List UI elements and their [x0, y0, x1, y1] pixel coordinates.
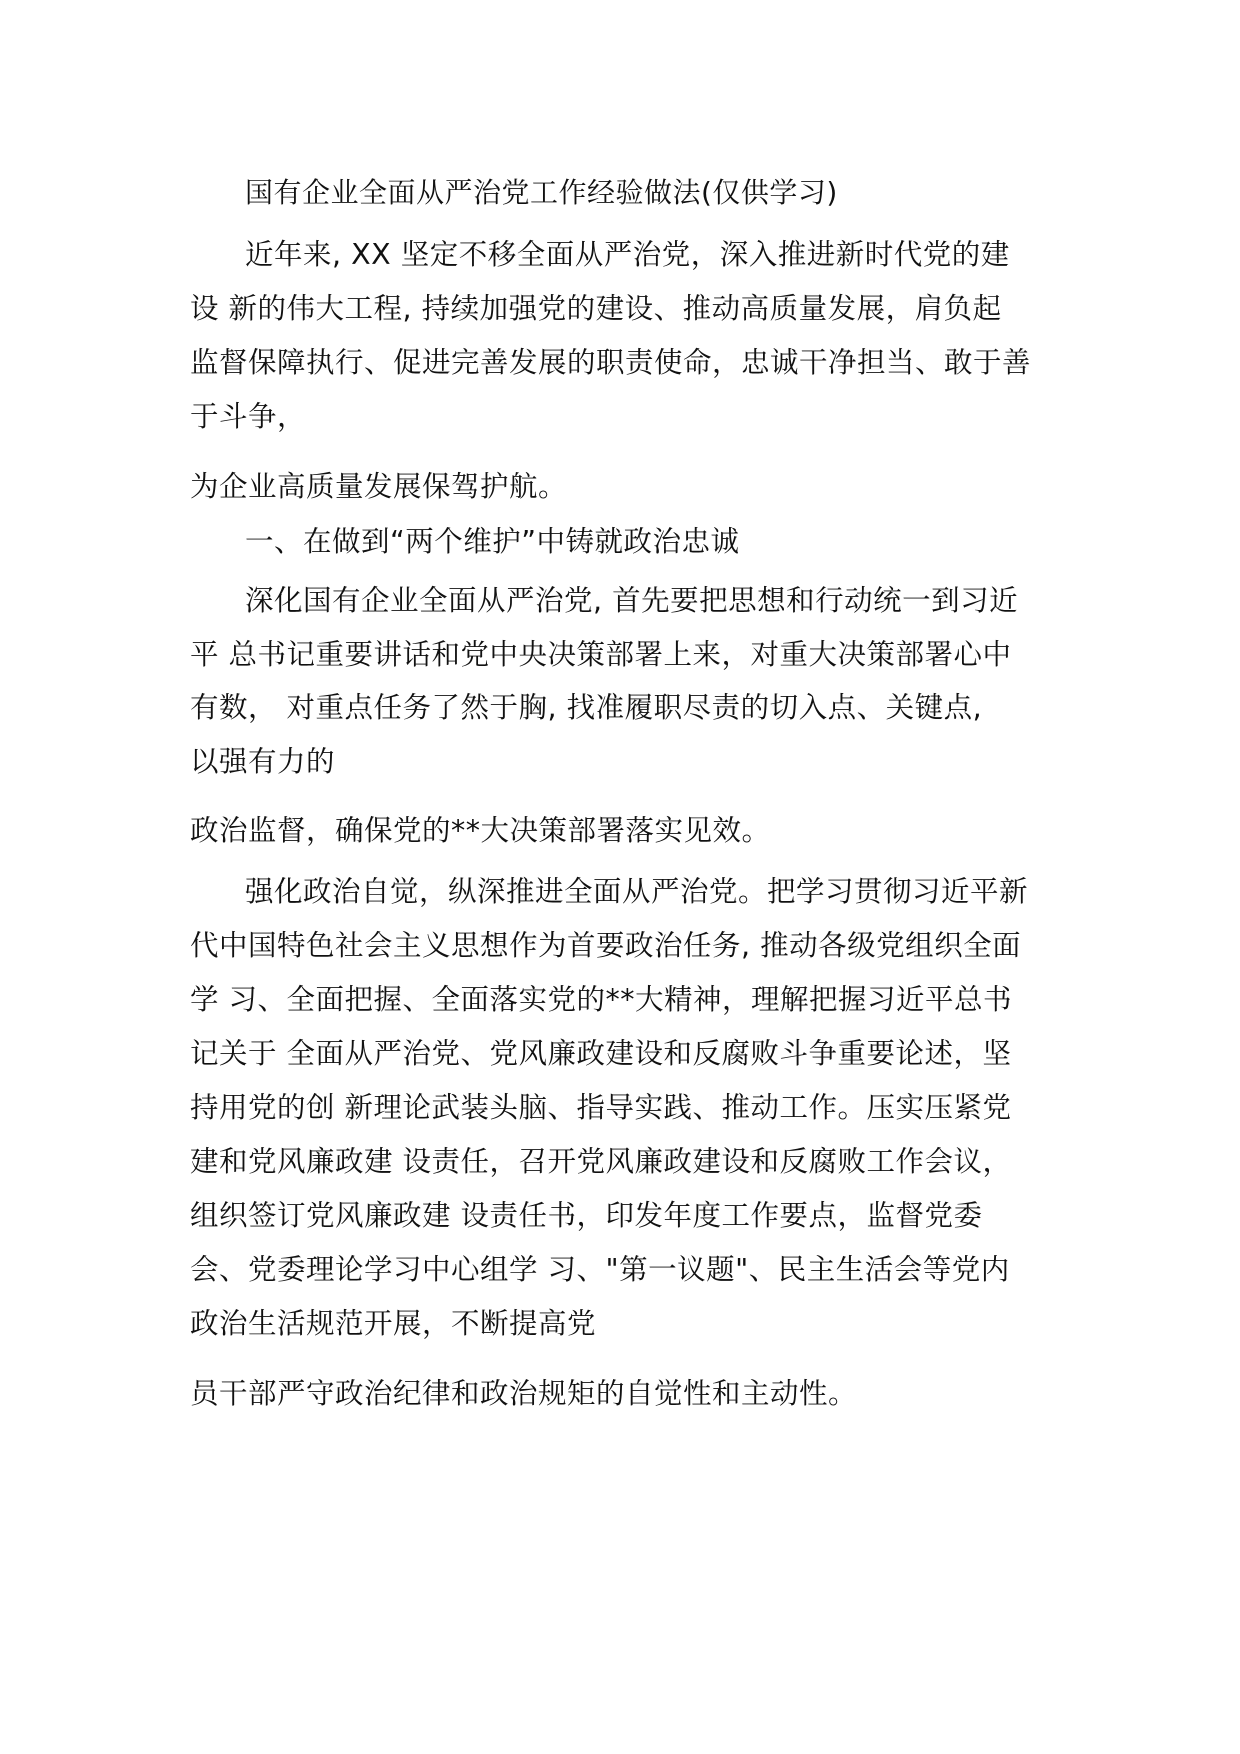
paragraph-line: 代中国特色社会主义思想作为首要政治任务, 推动各级党组织全面: [190, 929, 1022, 962]
paragraph-line: 员干部严守政治纪律和政治规矩的自觉性和主动性。: [190, 1377, 858, 1410]
paragraph-line: 记关于 全面从严治党、党风廉政建设和反腐败斗争重要论述，坚: [190, 1037, 1012, 1070]
paragraph-line: 学 习、全面把握、全面落实党的**大精神，理解把握习近平总书: [190, 983, 1013, 1016]
paragraph-line: 政治生活规范开展，不断提高党: [190, 1307, 597, 1340]
paragraph-line: 为企业高质量发展保驾护航。: [190, 470, 568, 503]
paragraph-line: 设 新的伟大工程, 持续加强党的建设、推动高质量发展，肩负起: [190, 292, 1002, 325]
paragraph-line: 会、党委理论学习中心组学 习、"第一议题"、民主生活会等党内: [190, 1253, 1010, 1286]
paragraph-line: 近年来, XX 坚定不移全面从严治党，深入推进新时代党的建: [245, 238, 1010, 271]
document-title: 国有企业全面从严治党工作经验做法(仅供学习): [245, 176, 838, 209]
paragraph-line: 组织签订党风廉政建 设责任书，印发年度工作要点，监督党委: [190, 1199, 983, 1232]
section-heading: 一、在做到“两个维护”中铸就政治忠诚: [245, 525, 740, 558]
paragraph-line: 以强有力的: [190, 745, 336, 778]
paragraph-line: 建和党风廉政建 设责任，召开党风廉政建设和反腐败工作会议，: [190, 1145, 1012, 1178]
paragraph-line: 平 总书记重要讲话和党中央决策部署上来，对重大决策部署心中: [190, 638, 1012, 671]
paragraph-line: 有数， 对重点任务了然于胸, 找准履职尽责的切入点、关键点,: [190, 691, 983, 724]
paragraph-line: 于斗争，: [190, 400, 307, 433]
paragraph-line: 持用党的创 新理论武装头脑、指导实践、推动工作。压实压紧党: [190, 1091, 1012, 1124]
paragraph-line: 强化政治自觉，纵深推进全面从严治党。把学习贯彻习近平新: [245, 875, 1029, 908]
paragraph-line: 监督保障执行、促进完善发展的职责使命，忠诚干净担当、敢于善: [190, 346, 1032, 379]
paragraph-line: 深化国有企业全面从严治党, 首先要把思想和行动统一到习近: [245, 584, 1019, 617]
paragraph-line: 政治监督，确保党的**大决策部署落实见效。: [190, 814, 771, 847]
